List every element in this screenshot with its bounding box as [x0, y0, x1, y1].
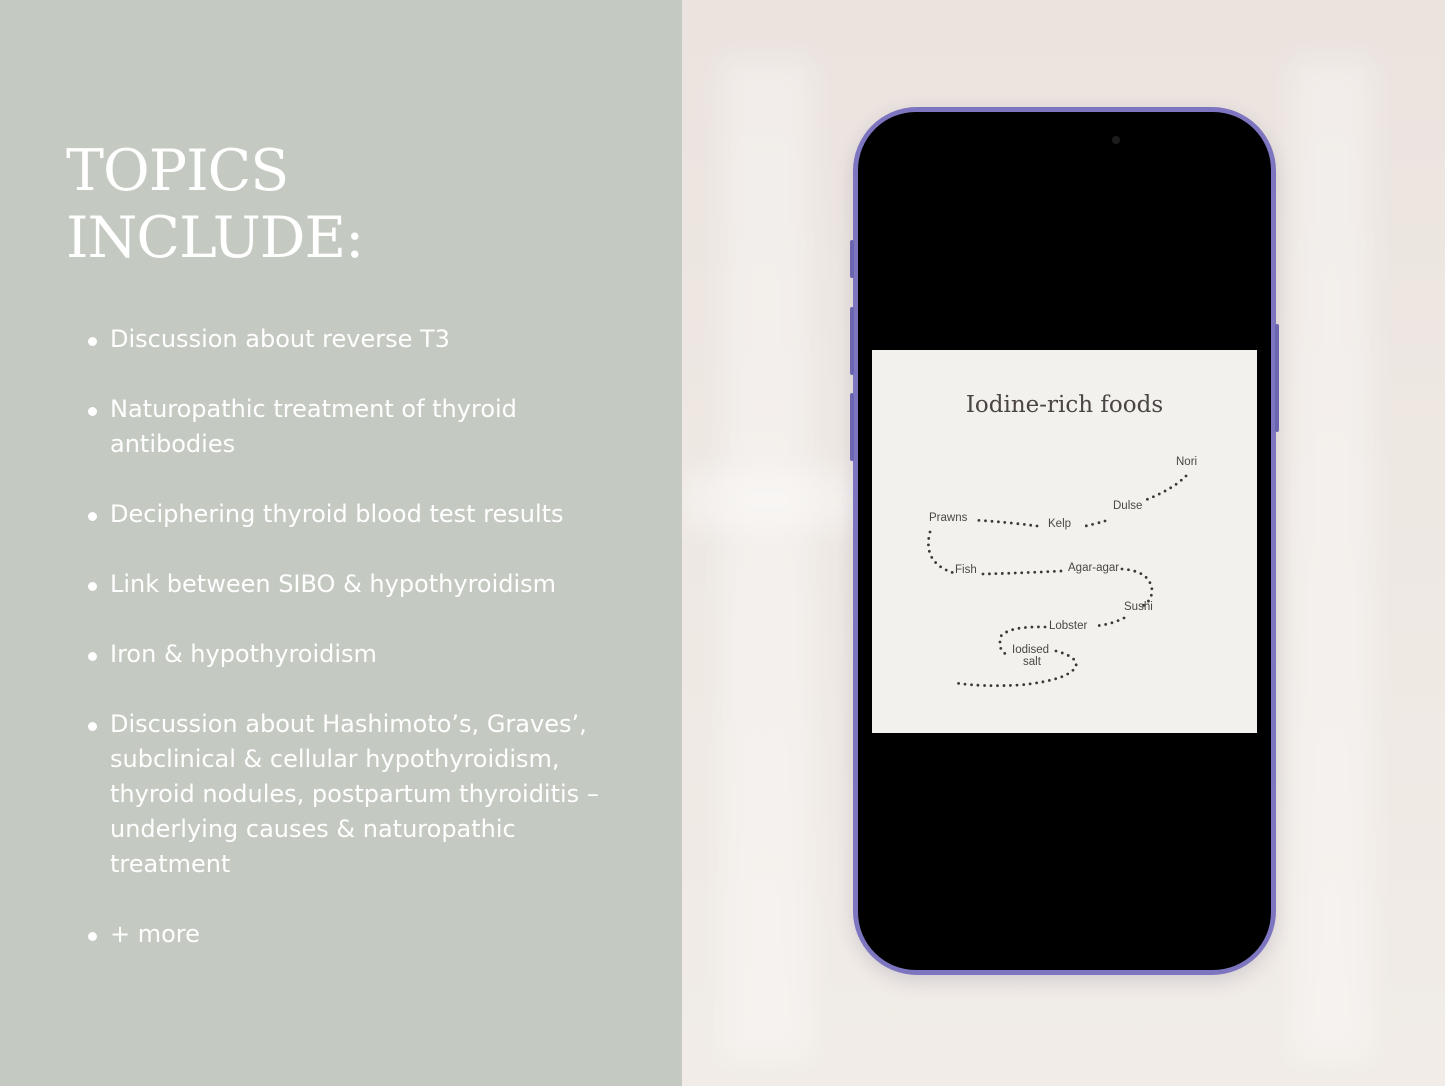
bullet-icon [88, 722, 97, 731]
topic-item [88, 707, 628, 882]
topic-item [88, 497, 628, 532]
topics-heading [66, 138, 363, 272]
slide-card [872, 350, 1257, 733]
phone-volume-up-button [850, 307, 854, 375]
topics-list [88, 322, 628, 987]
food-label-salt: salt [1023, 656, 1041, 668]
topic-item [88, 917, 628, 952]
heading-line-2: INCLUDE: [66, 205, 364, 271]
topic-text: Discussion about reverse T3 [110, 325, 450, 353]
food-label-sushi: Sushi [1124, 601, 1153, 613]
camera-icon [1112, 136, 1120, 144]
bullet-icon [88, 652, 97, 661]
heading-line-1: TOPICS [66, 138, 289, 204]
bullet-icon [88, 932, 97, 941]
food-label-lobster: Lobster [1049, 620, 1088, 632]
topic-text: Iron & hypothyroidism [110, 640, 377, 668]
topic-item [88, 637, 628, 672]
window-light-shadow [1292, 60, 1372, 1060]
food-label-dulse: Dulse [1113, 500, 1143, 512]
food-label-nori: Nori [1176, 456, 1198, 468]
phone-mockup [853, 107, 1276, 975]
dotted-path [872, 350, 1257, 733]
food-label-agar-agar: Agar-agar [1068, 562, 1120, 574]
window-light-shadow [682, 470, 882, 530]
phone-screen [858, 112, 1271, 970]
bullet-icon [88, 582, 97, 591]
bullet-icon [88, 512, 97, 521]
topic-item [88, 392, 628, 462]
food-label-iodised: Iodised [1012, 644, 1050, 656]
bullet-icon [88, 407, 97, 416]
left-panel [0, 0, 682, 1086]
topic-text: Naturopathic treatment of thyroid antibodies [110, 395, 517, 458]
slide-title: Iodine-rich foods [965, 392, 1164, 418]
phone-side-button [850, 240, 854, 278]
topic-text: Discussion about Hashimoto’s, Graves’, subclinical & cellular hypothyroidism, thyroid nodules, postpartum thyroiditis – underlying causes & naturopathic treatment [110, 710, 599, 878]
topic-item [88, 322, 628, 357]
phone-power-button [1275, 324, 1279, 432]
food-label-prawns: Prawns [929, 512, 968, 524]
topic-text: Link between SIBO & hypothyroidism [110, 570, 557, 598]
topic-text: + more [110, 920, 200, 948]
phone-volume-down-button [850, 393, 854, 461]
topic-text: Deciphering thyroid blood test results [110, 500, 564, 528]
food-label-fish: Fish [955, 564, 977, 576]
food-label-kelp: Kelp [1048, 518, 1072, 530]
window-light-shadow [722, 60, 812, 1060]
bullet-icon [88, 337, 97, 346]
topic-item [88, 567, 628, 602]
